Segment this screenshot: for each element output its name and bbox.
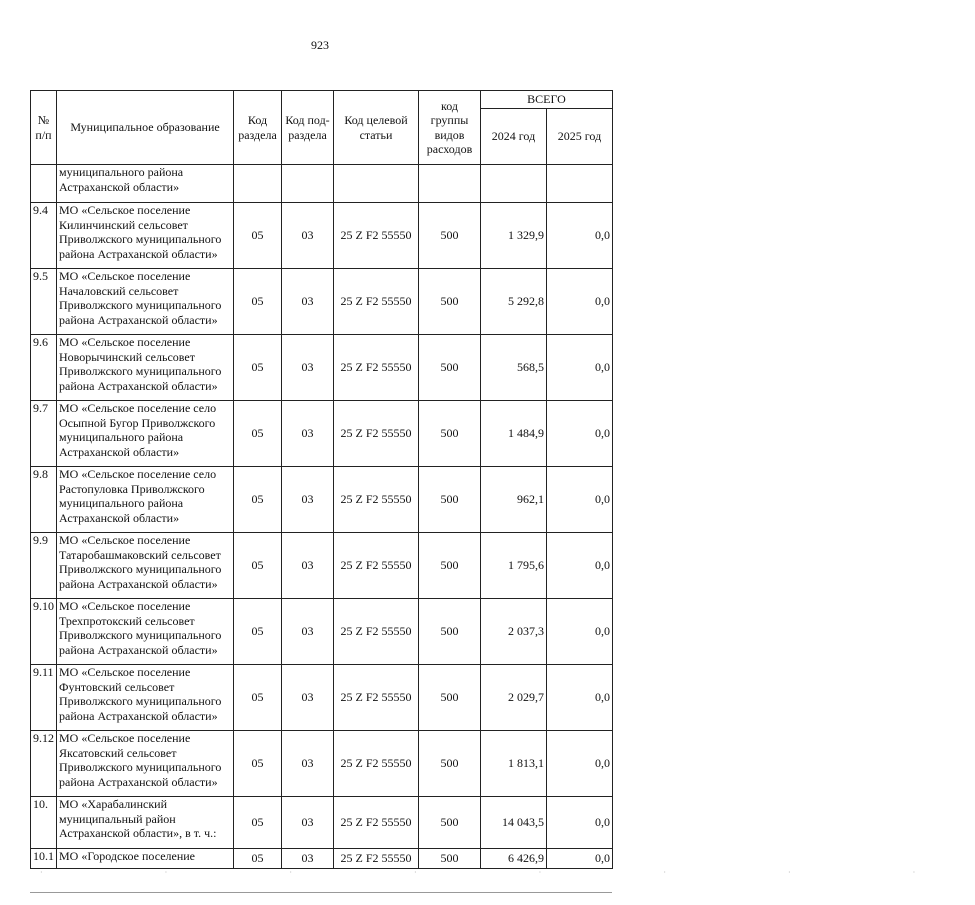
municipality-name [57,599,234,665]
subsection-code: 03 [282,335,334,401]
expense-group-code: 500 [419,665,481,731]
section-code: 05 [234,797,282,849]
municipality-name-line: МО «Сельское поселение [59,665,191,679]
municipality-name-line: МО «Сельское поселение [59,335,191,349]
amount-2025: 0,0 [547,731,613,797]
section-code: 05 [234,335,282,401]
amount-2024: 5 292,8 [481,269,547,335]
row-number: 9.10 [31,599,57,665]
expense-group-code: 500 [419,335,481,401]
header-target-code: Код целевой статьи [334,91,419,165]
subsection-code: 03 [282,599,334,665]
table-row [31,335,613,401]
amount-2024 [481,165,547,203]
municipality-name-line: района Астраханской области» [59,708,218,723]
subsection-code: 03 [282,533,334,599]
section-code: 05 [234,665,282,731]
row-number: 9.11 [31,665,57,731]
table-header [31,91,613,165]
table-row [31,797,613,849]
target-code: 25 Z F2 55550 [334,335,419,401]
amount-2024: 1 484,9 [481,401,547,467]
amount-2024: 962,1 [481,467,547,533]
municipality-name [57,849,234,869]
row-number: 9.7 [31,401,57,467]
municipality-name-line: МО «Сельское поселение [59,203,191,217]
table-row [31,165,613,203]
expense-group-code: 500 [419,533,481,599]
municipality-name-line: МО «Сельское поселение [59,731,191,745]
budget-table [30,90,613,869]
subsection-code [282,165,334,203]
expense-group-code: 500 [419,467,481,533]
row-number: 9.12 [31,731,57,797]
section-code: 05 [234,203,282,269]
section-code [234,165,282,203]
municipality-name-line: Началовский сельсовет [59,283,179,298]
table-row [31,731,613,797]
municipality-name-line: Осыпной Бугор Приволжского [59,415,216,430]
amount-2025 [547,165,613,203]
expense-group-code: 500 [419,731,481,797]
target-code: 25 Z F2 55550 [334,467,419,533]
header-num: № п/п [31,91,57,165]
subsection-code: 03 [282,731,334,797]
municipality-name [57,269,234,335]
municipality-name-line: МО «Сельское поселение [59,269,191,283]
table-row [31,533,613,599]
target-code: 25 Z F2 55550 [334,269,419,335]
expense-group-code: 500 [419,269,481,335]
row-number: 9.8 [31,467,57,533]
expense-group-code: 500 [419,401,481,467]
amount-2024: 6 426,9 [481,849,547,869]
municipality-name [57,731,234,797]
subsection-code: 03 [282,665,334,731]
expense-group-code [419,165,481,203]
section-code: 05 [234,467,282,533]
municipality-name-line: Астраханской области» [59,444,180,459]
table-row [31,467,613,533]
expense-group-code: 500 [419,849,481,869]
row-number: 9.5 [31,269,57,335]
table-row [31,849,613,869]
municipality-name [57,665,234,731]
expense-group-code: 500 [419,203,481,269]
municipality-name-line: МО «Сельское поселение [59,533,191,547]
expense-group-code: 500 [419,599,481,665]
amount-2025: 0,0 [547,335,613,401]
municipality-name [57,203,234,269]
target-code: 25 Z F2 55550 [334,203,419,269]
row-number: 9.6 [31,335,57,401]
municipality-name-line: района Астраханской области» [59,642,218,657]
scan-artifact: · · · · · · · · [40,868,975,877]
table-row [31,599,613,665]
municipality-name [57,467,234,533]
subsection-code: 03 [282,269,334,335]
municipality-name-line: Татаробашмаковский сельсовет [59,547,221,562]
table-body [31,165,613,869]
municipality-name-line: Астраханской области» [59,179,180,194]
municipality-name-line: Фунтовский сельсовет [59,679,175,694]
page-number: 923 [311,38,329,52]
amount-2024: 1 795,6 [481,533,547,599]
section-code: 05 [234,401,282,467]
table-row [31,269,613,335]
municipality-name-line: Растопуловка Приволжского [59,481,205,496]
amount-2025: 0,0 [547,849,613,869]
target-code: 25 Z F2 55550 [334,533,419,599]
header-subsection-code: Код под-раздела [282,91,334,165]
amount-2024: 14 043,5 [481,797,547,849]
municipality-name-line: Яксатовский сельсовет [59,745,177,760]
expense-group-code: 500 [419,797,481,849]
header-year-2024: 2024 год [481,109,547,165]
amount-2024: 2 029,7 [481,665,547,731]
amount-2024: 1 329,9 [481,203,547,269]
municipality-name-line: МО «Сельское поселение село [59,467,217,481]
target-code: 25 Z F2 55550 [334,731,419,797]
amount-2025: 0,0 [547,401,613,467]
subsection-code: 03 [282,467,334,533]
section-code: 05 [234,599,282,665]
amount-2025: 0,0 [547,665,613,731]
municipality-name-line: Приволжского муниципального [59,694,222,708]
municipality-name-line: района Астраханской области» [59,576,218,591]
municipality-name-line: муниципального района [59,165,184,179]
municipality-name-line: МО «Городское поселение [59,849,196,863]
municipality-name-line: района Астраханской области» [59,312,218,327]
municipality-name-line: Приволжского муниципального [59,562,222,576]
municipality-name [57,335,234,401]
municipality-name-line: Астраханской области» [59,510,180,525]
municipality-name-line: муниципального района [59,496,184,510]
municipality-name-line: МО «Сельское поселение [59,599,191,613]
subsection-code: 03 [282,203,334,269]
target-code: 25 Z F2 55550 [334,797,419,849]
subsection-code: 03 [282,849,334,869]
municipality-name-line: муниципальный район [59,811,176,826]
municipality-name-line: Трехпротокский сельсовет [59,613,195,628]
subsection-code: 03 [282,797,334,849]
municipality-name-line: Приволжского муниципального [59,364,222,378]
target-code: 25 Z F2 55550 [334,401,419,467]
amount-2025: 0,0 [547,797,613,849]
amount-2024: 1 813,1 [481,731,547,797]
table-row [31,203,613,269]
row-number [31,165,57,203]
header-expense-group-code: код группы видов расходов [419,91,481,165]
municipality-name-line: Килинчинский сельсовет [59,217,188,232]
municipality-name-line: муниципального района [59,430,184,444]
section-code: 05 [234,533,282,599]
municipality-name-line: района Астраханской области» [59,774,218,789]
municipality-name [57,165,234,203]
row-number: 9.9 [31,533,57,599]
header-year-2025: 2025 год [547,109,613,165]
table-row [31,401,613,467]
municipality-name [57,533,234,599]
amount-2024: 568,5 [481,335,547,401]
header-municipality: Муниципальное образование [57,91,234,165]
target-code [334,165,419,203]
municipality-name-line: Приволжского муниципального [59,232,222,246]
amount-2025: 0,0 [547,203,613,269]
section-code: 05 [234,731,282,797]
municipality-name-line: МО «Сельское поселение село [59,401,217,415]
header-section-code: Код раздела [234,91,282,165]
target-code: 25 Z F2 55550 [334,665,419,731]
target-code: 25 Z F2 55550 [334,599,419,665]
header-total: ВСЕГО [481,91,613,109]
amount-2025: 0,0 [547,533,613,599]
municipality-name-line: Новорычинский сельсовет [59,349,195,364]
amount-2025: 0,0 [547,269,613,335]
municipality-name-line: района Астраханской области» [59,246,218,261]
amount-2025: 0,0 [547,599,613,665]
municipality-name-line: Приволжского муниципального [59,628,222,642]
section-code: 05 [234,849,282,869]
municipality-name-line: Приволжского муниципального [59,298,222,312]
row-number: 9.4 [31,203,57,269]
row-number: 10.1 [31,849,57,869]
municipality-name-line: Астраханской области», в т. ч.: [59,826,217,840]
target-code: 25 Z F2 55550 [334,849,419,869]
section-code: 05 [234,269,282,335]
amount-2024: 2 037,3 [481,599,547,665]
municipality-name [57,797,234,849]
row-number: 10. [31,797,57,849]
municipality-name-line: Приволжского муниципального [59,760,222,774]
subsection-code: 03 [282,401,334,467]
amount-2025: 0,0 [547,467,613,533]
municipality-name [57,401,234,467]
page-bottom-rule [30,892,612,893]
municipality-name-line: МО «Харабалинский [59,797,168,811]
municipality-name-line: района Астраханской области» [59,378,218,393]
table-row [31,665,613,731]
